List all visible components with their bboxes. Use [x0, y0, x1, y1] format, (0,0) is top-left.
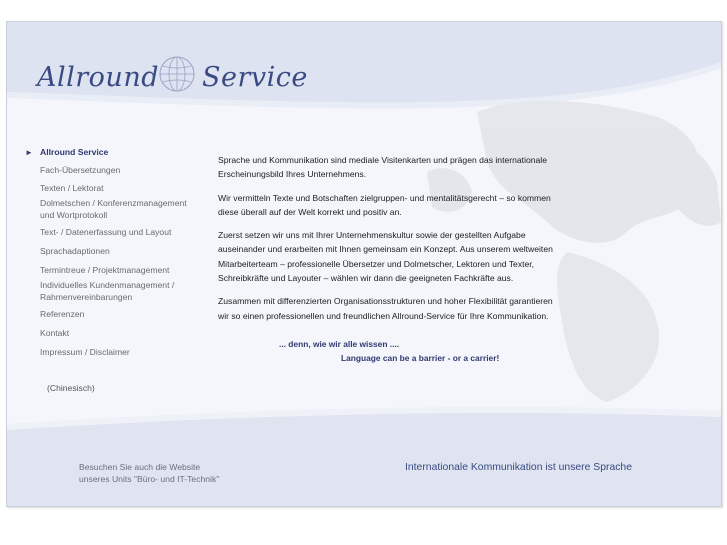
- footer-left-line1: Besuchen Sie auch die Website: [79, 462, 201, 472]
- globe-icon: [157, 54, 197, 94]
- p4-line1: Zusammen mit differenzierten Organisationsstrukturen und hoher Flexibilität garantieren: [218, 296, 553, 307]
- footer-slogan: Internationale Kommunikation ist unsere Sprache: [405, 462, 632, 473]
- nav-item-fach-uebersetzungen[interactable]: Fach-Übersetzungen: [40, 165, 121, 175]
- paragraph-3: [218, 228, 590, 285]
- tagline-1: ... denn, wie wir alle wissen ....: [279, 339, 400, 349]
- page-frame: [6, 21, 722, 507]
- p2-line1: Wir vermitteln Texte und Botschaften zielgruppen- und mentalitätsgerecht – so kommen: [218, 192, 551, 203]
- p4-line2: wir so einen professionellen und freundlichen Allround-Service für Ihre Kommunikation.: [218, 310, 549, 321]
- nav-item-sprachadaptionen[interactable]: Sprachadaptionen: [40, 246, 110, 256]
- nav-item-dolmetschen-line2: und Wortprotokoll: [40, 209, 108, 220]
- p3-line3: Mitarbeiterteam – professionelle Übersetzer und Dolmetscher, Lektoren und Texter,: [218, 258, 535, 269]
- nav-item-kundenmanagement[interactable]: [40, 280, 174, 303]
- paragraph-1: [218, 153, 590, 182]
- language-link-chinese[interactable]: (Chinesisch): [47, 383, 95, 393]
- tagline-2: Language can be a barrier - or a carrier!: [341, 353, 500, 363]
- nav-item-referenzen[interactable]: Referenzen: [40, 309, 85, 319]
- nav-item-allround-service[interactable]: Allround Service: [40, 147, 109, 157]
- nav-item-dolmetschen-line1: Dolmetschen / Konferenzmanagement: [40, 198, 187, 208]
- p3-line1: Zuerst setzen wir uns mit Ihrer Unternehmenskultur sowie der gestellten Aufgabe: [218, 230, 526, 241]
- p1-line2: Erscheinungsbild Ihres Unternehmens.: [218, 169, 367, 180]
- active-marker-icon: ►: [25, 148, 33, 157]
- nav-item-datenerfassung[interactable]: Text- / Datenerfassung und Layout: [40, 227, 172, 237]
- nav-item-kundenmanagement-line2: Rahmenvereinbarungen: [40, 291, 133, 302]
- p3-line4: Schreibkräfte und Layouter – wählen wir dann die geeigneten Fachkräfte aus.: [218, 273, 514, 284]
- nav-item-impressum[interactable]: Impressum / Disclaimer: [40, 347, 130, 357]
- p3-line2: auseinander und erarbeiten mit Ihnen gemeinsam ein Konzept. Aus unserem weltweiten: [218, 244, 553, 255]
- footer-left-line2: unseres Units "Büro- und IT-Technik": [79, 474, 220, 484]
- logo-text-right: Service: [202, 62, 308, 93]
- nav-item-kundenmanagement-line1: Individuelles Kundenmanagement /: [40, 280, 175, 290]
- paragraph-4: [218, 294, 590, 323]
- nav-item-dolmetschen[interactable]: [40, 198, 187, 221]
- main-content: [218, 153, 590, 332]
- nav-item-kontakt[interactable]: Kontakt: [40, 328, 70, 338]
- p1-line1: Sprache und Kommunikation sind mediale Visitenkarten und prägen das internationale: [218, 155, 548, 165]
- paragraph-2: [218, 191, 590, 220]
- nav-item-termintreue[interactable]: Termintreue / Projektmanagement: [40, 265, 170, 275]
- p2-line2: diese überall auf der Welt korrekt und positiv an.: [218, 206, 402, 217]
- logo-text-left: Allround: [37, 62, 159, 93]
- footer-link-buero-it[interactable]: [79, 461, 219, 485]
- logo[interactable]: [37, 50, 337, 110]
- nav-item-texten-lektorat[interactable]: Texten / Lektorat: [40, 183, 104, 193]
